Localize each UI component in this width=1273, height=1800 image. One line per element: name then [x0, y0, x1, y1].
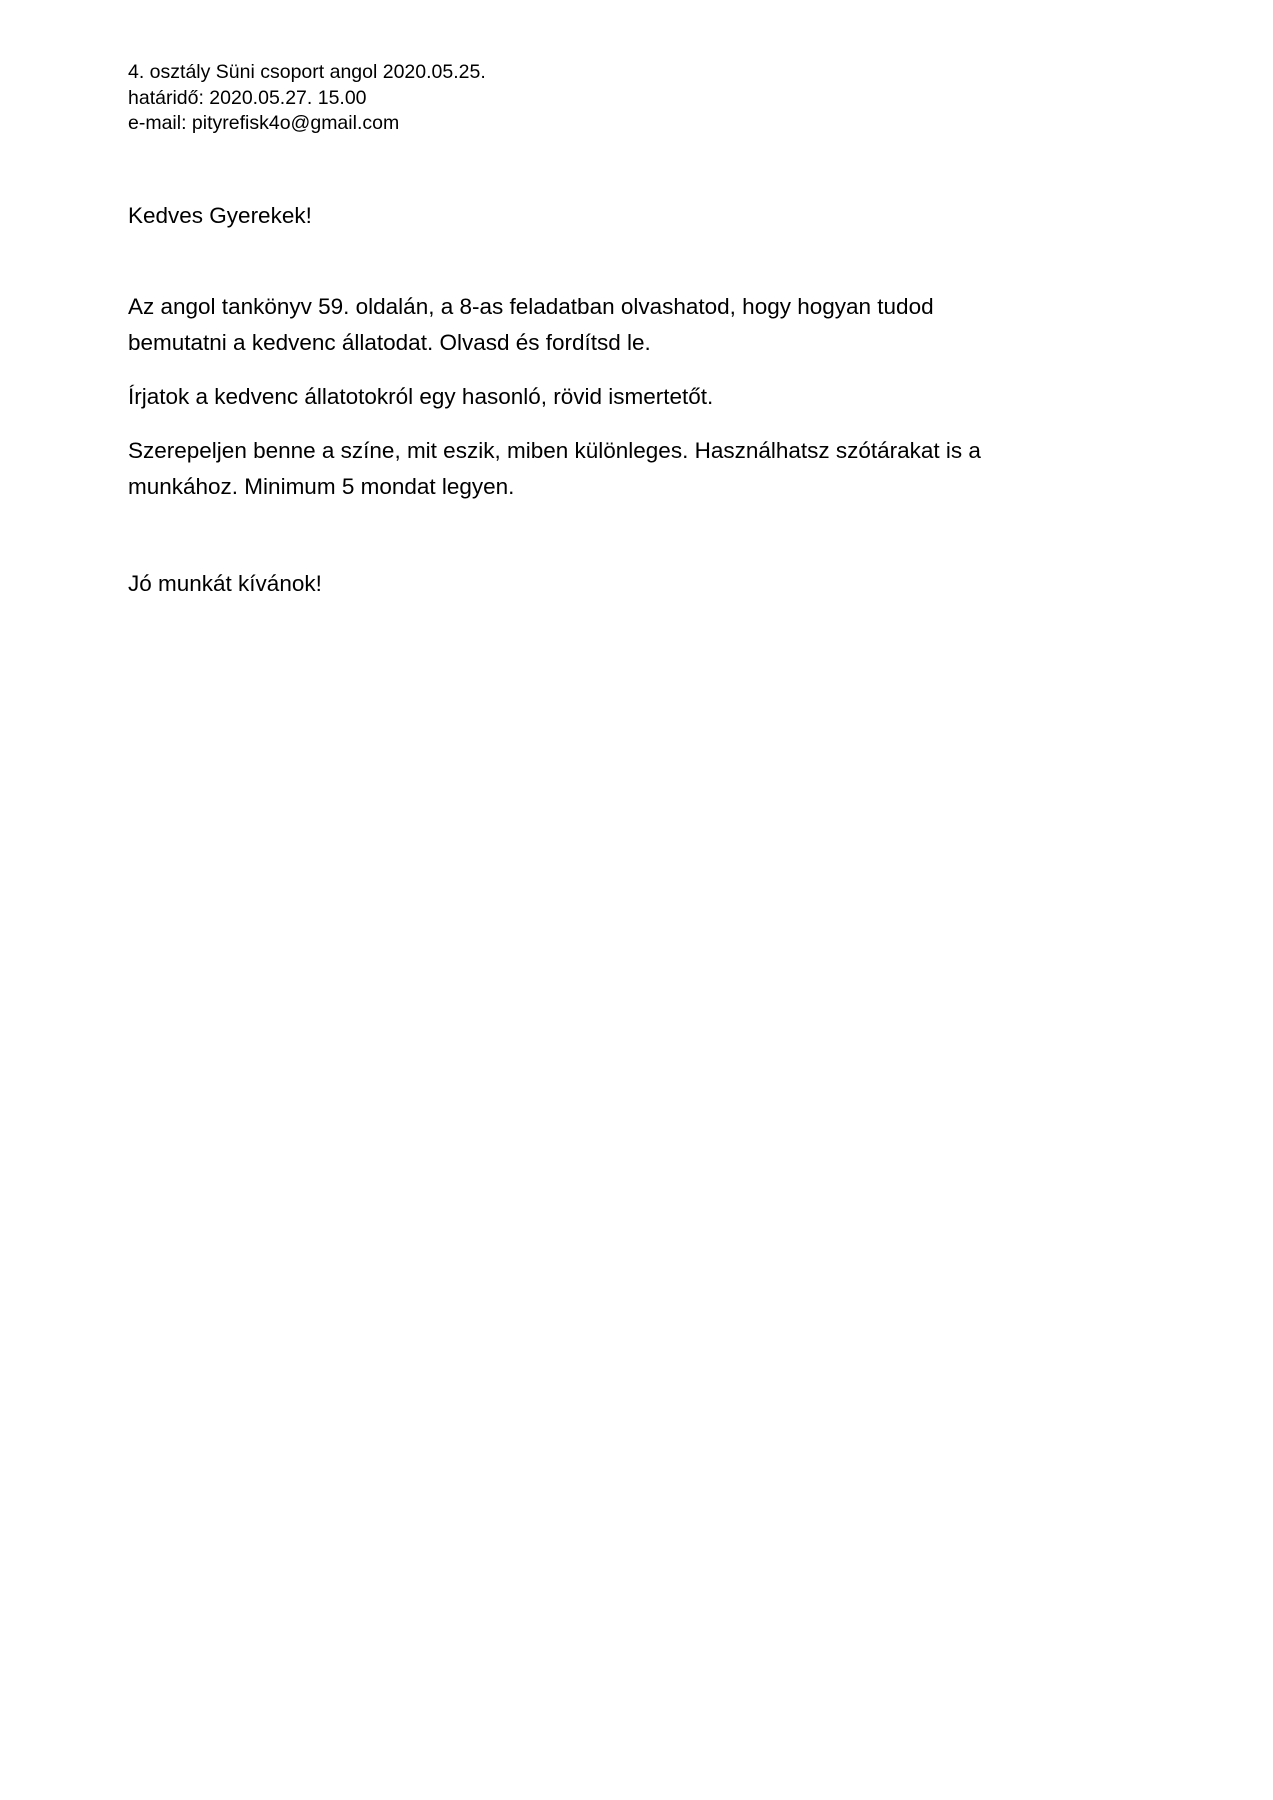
- paragraph-task-write: Írjatok a kedvenc állatotokról egy hasonló, rövid ismertetőt.: [128, 383, 714, 409]
- paragraph-task-details: Szerepeljen benne a színe, mit eszik, miben különleges. Használhatsz szótárakat is a munkához. Minimum 5 mondat legyen.: [128, 437, 981, 499]
- header-email-line: e-mail: pityrefisk4o@gmail.com: [128, 112, 400, 134]
- document-header: [128, 60, 1008, 137]
- header-class-line: 4. osztály Süni csoport angol 2020.05.25.: [128, 61, 486, 83]
- closing-text: Jó munkát kívánok!: [128, 570, 322, 596]
- greeting-text: Kedves Gyerekek!: [128, 202, 312, 228]
- document-body: [128, 60, 1008, 599]
- paragraph-task-intro: Az angol tankönyv 59. oldalán, a 8-as feladatban olvashatod, hogy hogyan tudod bemutatni a kedvenc állatodat. Olvasd és fordítsd le.: [128, 293, 934, 355]
- header-deadline-line: határidő: 2020.05.27. 15.00: [128, 86, 367, 109]
